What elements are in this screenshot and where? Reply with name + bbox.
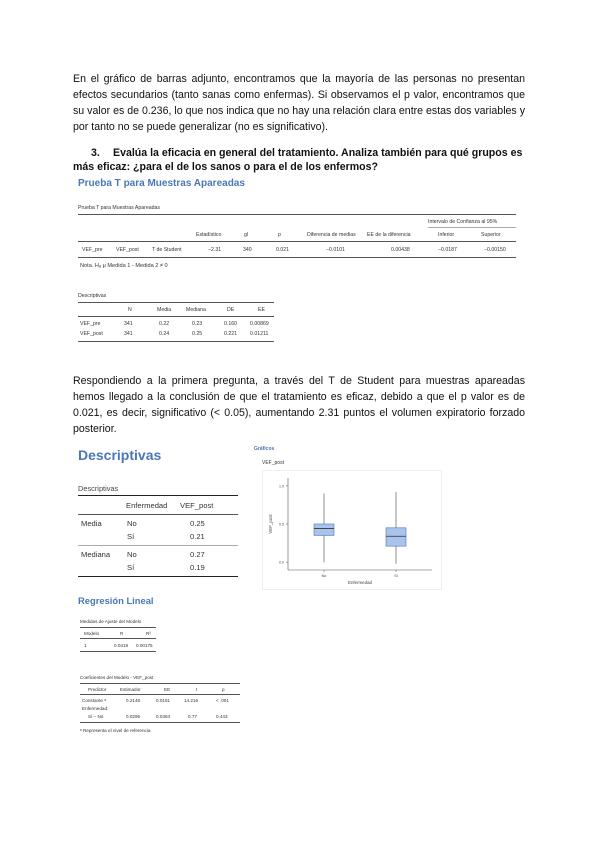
reg-footnote: ᵃ Representa el nivel de referencia [80, 728, 151, 733]
desc-big-bottom-rule [78, 576, 238, 577]
desc-small-bottom-rule [78, 341, 274, 342]
ttest-col-upper: Superior [481, 232, 501, 238]
box [314, 524, 334, 535]
ttest-cell-p: 0.021 [276, 247, 289, 253]
reg-coef-col: Predictor [88, 687, 107, 692]
desc-small-cell: 341 [124, 321, 133, 327]
ttest-cell-df: 340 [243, 247, 252, 253]
charts-section-label: Gráficos [254, 446, 275, 452]
desc-small-header-rule [78, 316, 274, 317]
desc-small-col-median: Mediana [186, 307, 206, 313]
reg-coef-col: t [196, 687, 198, 692]
reg-coef-cell: Sí – No [88, 714, 104, 719]
desc-big-group: Sí [127, 563, 135, 572]
ttest-cell-var1: VEF_pre [82, 247, 103, 253]
x-tick-label: No [321, 574, 327, 578]
desc-small-cell: 0.22 [159, 321, 170, 327]
ttest-col-mean-diff: Diferencia de medias [307, 232, 356, 238]
reg-coef-cell: 14.216 [184, 698, 199, 703]
desc-small-cell: 0.00869 [250, 321, 269, 327]
desc-big-value: 0.25 [190, 519, 205, 528]
desc-small-col-sd: DE [227, 307, 235, 313]
descriptives-big-title: Descriptivas [78, 447, 162, 463]
intro-paragraph: En el gráfico de barras adjunto, encontramos que la mayoría de las personas no presentan efectos secundarios (tanto sanas como enfermas). Si observamos el p valor, encontramos que su valor es de 0.236, lo que nos indica que no hay una relación clara entre estas dos variables y por tanto no se puede generalizar (no es significativo). [73, 73, 525, 133]
desc-small-cell: 0.24 [159, 331, 170, 337]
y-tick-label: 0.0 [279, 560, 284, 565]
desc-small-cell: VEF_pre [80, 321, 101, 327]
reg-fit-cell-r2: 0.00175 [136, 643, 153, 648]
x-axis-label: Enfermedad [348, 580, 372, 585]
second-paragraph: Respondiendo a la primera pregunta, a través del T de Student para muestras apareadas hemos llegado a la conclusión de que el tratamiento es eficaz, debido a que el p valor es de 0.021, es decir, significativo (< 0.05), aumentando 2.31 puntos el volumen expiratorio forzado posterior. [73, 375, 525, 435]
reg-fit-col-model: Modelo [84, 631, 100, 636]
desc-big-stat: Media [81, 519, 102, 528]
ttest-col-p: p [278, 232, 281, 238]
y-tick-label: 0.5 [279, 522, 284, 527]
reg-fit-top-rule [80, 627, 156, 628]
reg-coef-bottom-rule [80, 722, 240, 723]
desc-small-cell: 341 [124, 331, 133, 337]
desc-small-col-se: EE [258, 307, 265, 313]
desc-big-top-rule [78, 495, 238, 496]
ttest-subtitle: Prueba T para Muestras Apareadas [78, 205, 160, 211]
question-3 [73, 146, 533, 174]
desc-big-header-rule [78, 514, 238, 515]
ttest-cell-test: T de Student [152, 247, 182, 253]
ttest-ci-rule [428, 227, 516, 228]
ttest-col-statistic: Estadístico [196, 232, 222, 238]
reg-fit-cell-model: 1 [84, 643, 87, 648]
desc-small-col-mean: Media [157, 307, 172, 313]
reg-coef-title: Coeficientes del Modelo - VEF_post [80, 675, 154, 680]
descriptives-small-title: Descriptivas [78, 293, 107, 299]
ttest-note: Nota. Hₐ μ Medida 1 - Medida 2 ≠ 0 [80, 263, 168, 269]
desc-small-col-n: N [128, 307, 132, 313]
desc-small-cell: 0.221 [224, 331, 237, 337]
reg-fit-title: Medidas de Ajuste del Modelo [80, 619, 142, 624]
y-axis-label: VEF_post [268, 514, 273, 534]
regression-title: Regresión Lineal [78, 595, 154, 606]
question-number: 3. [91, 147, 100, 159]
desc-big-mid-rule [78, 545, 238, 546]
desc-big-group: No [127, 550, 137, 559]
reg-coef-cell: 0.0384 [156, 714, 171, 719]
ttest-bottom-rule [78, 257, 516, 258]
desc-big-value: 0.19 [190, 563, 205, 572]
ttest-col-se-diff: EE de la diferencia [367, 232, 411, 238]
ttest-col-df: gl [244, 232, 249, 238]
reg-coef-cell: Constante ᵃ [82, 698, 106, 703]
desc-big-col-vef: VEF_post [180, 501, 214, 510]
ttest-cell-statistic: −2.31 [208, 247, 222, 253]
ttest-cell-se-diff: 0.00438 [391, 247, 410, 253]
desc-big-value: 0.27 [190, 550, 205, 559]
desc-big-stat: Mediana [81, 550, 111, 559]
ttest-cell-upper: −0.00150 [484, 247, 506, 253]
ttest-header-rule [78, 241, 516, 242]
reg-coef-cell: 0.0151 [156, 698, 171, 703]
y-tick-label: 1.0 [279, 484, 284, 489]
ttest-title: Prueba T para Muestras Apareadas [78, 178, 245, 189]
reg-coef-col: Estimador [120, 687, 141, 692]
reg-coef-cell: Enfermedad: [82, 706, 109, 711]
reg-coef-cell: < .001 [216, 698, 229, 703]
reg-coef-cell: 0.77 [188, 714, 197, 719]
ttest-top-rule [78, 214, 516, 215]
desc-small-cell: 0.23 [192, 321, 203, 327]
reg-fit-col-r2: R² [146, 631, 151, 636]
desc-big-col-enfermedad: Enfermedad [126, 501, 168, 510]
desc-big-group: No [127, 519, 137, 528]
desc-big-value: 0.21 [190, 532, 205, 541]
reg-coef-cell: 0.443 [216, 714, 228, 719]
desc-small-cell: 0.01211 [250, 331, 269, 337]
reg-coef-top-rule [80, 683, 240, 684]
reg-fit-bottom-rule [80, 651, 156, 652]
descriptives-big-subtitle: Descriptivas [78, 484, 119, 493]
reg-fit-header-rule [80, 638, 156, 639]
boxplot-chart [262, 470, 442, 590]
desc-small-cell: 0.25 [192, 331, 203, 337]
desc-small-cell: VEF_post [80, 331, 103, 337]
desc-big-group: Sí [127, 532, 135, 541]
ttest-cell-mean-diff: −0.0101 [326, 247, 345, 253]
ttest-cell-lower: −0.0187 [438, 247, 457, 253]
desc-small-cell: 0.160 [224, 321, 237, 327]
reg-coef-cell: 0.0295 [126, 714, 141, 719]
ttest-cell-var2: VEF_post [116, 247, 139, 253]
reg-fit-cell-r: 0.0418 [114, 643, 129, 648]
box [386, 528, 406, 546]
question-text: Evalúa la eficacia en general del tratamiento. Analiza también para qué grupos es más eficaz: ¿para el de los sanos o para el de los enfermos? [73, 147, 523, 173]
desc-small-top-rule [78, 302, 274, 303]
reg-coef-header-rule [80, 694, 240, 695]
ttest-ci-header: Intervalo de Confianza al 95% [428, 219, 498, 225]
reg-coef-col: p [222, 687, 225, 692]
ttest-col-lower: Inferior [438, 232, 455, 238]
reg-coef-cell: 0.2148 [126, 698, 141, 703]
reg-fit-col-r: R [120, 631, 124, 636]
chart-title: VEF_post [262, 460, 284, 466]
x-tick-label: Sí [394, 574, 398, 578]
reg-coef-col: EE [164, 687, 171, 692]
